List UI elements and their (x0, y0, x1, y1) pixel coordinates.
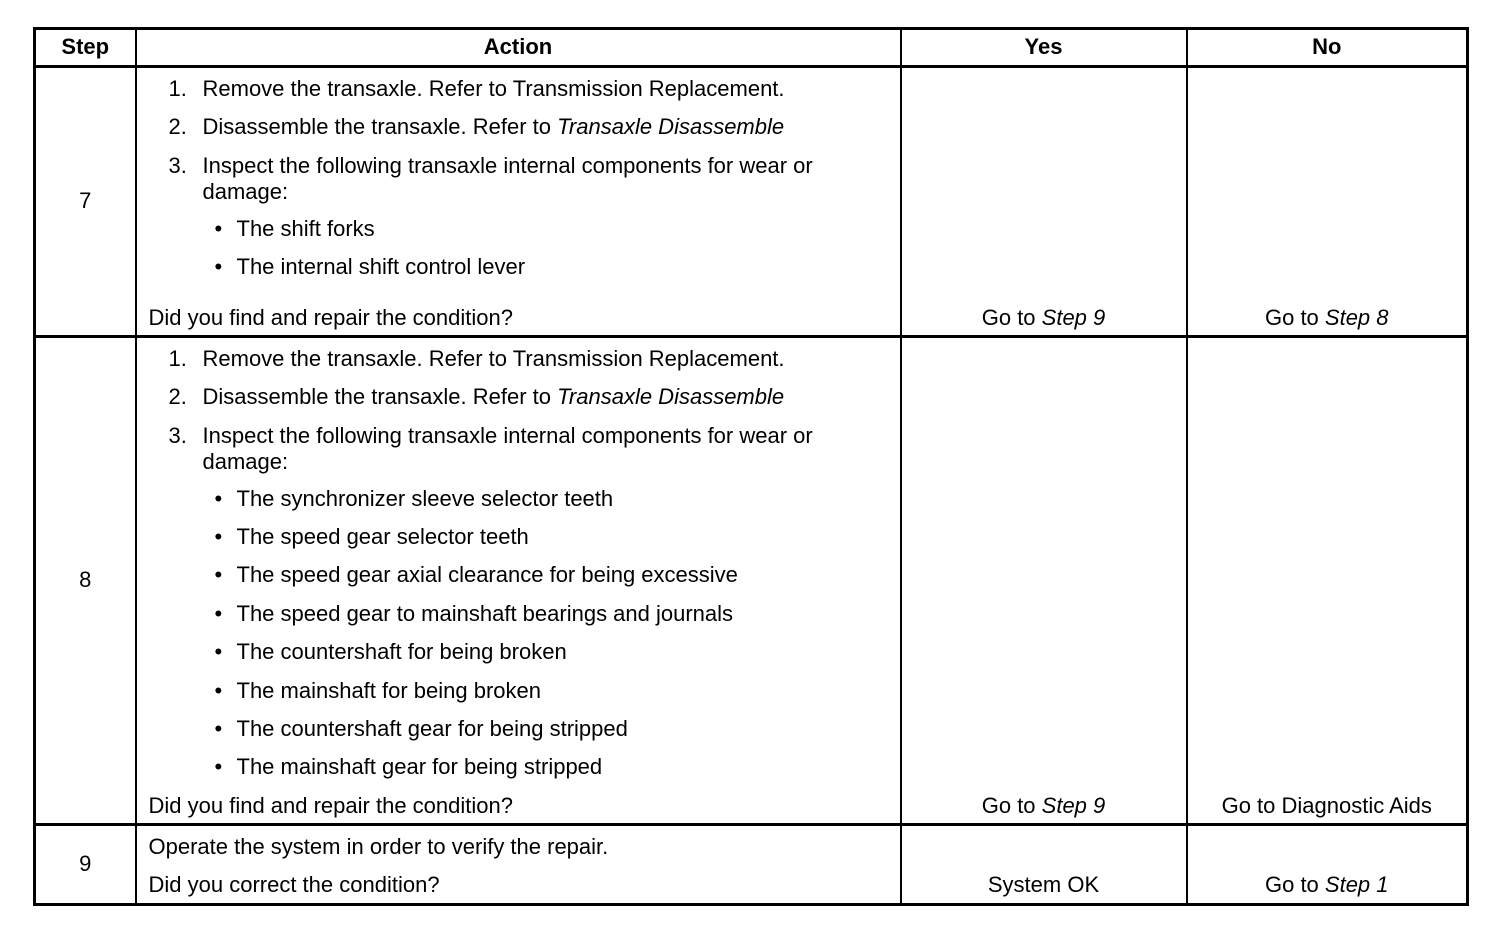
reference-link: Transaxle Disassemble (557, 114, 785, 140)
list-item: • The mainshaft for being broken (237, 678, 888, 704)
action-cell (136, 825, 901, 905)
yes-result: Go to Step 9 (901, 67, 1187, 337)
step-reference: Step 8 (1324, 304, 1389, 330)
list-item: • The shift forks (237, 216, 888, 242)
list-item: • The speed gear axial clearance for being excessive (237, 562, 888, 588)
table-row (35, 825, 1468, 905)
list-item: • The countershaft gear for being stripped (237, 716, 888, 742)
action-step: 3. Inspect the following transaxle internal components for wear or damage: • The shift forks • The internal shift control lever (203, 153, 888, 281)
list-item: • The countershaft for being broken (237, 639, 888, 665)
table-row (35, 337, 1468, 825)
header-no: No (1187, 29, 1468, 67)
step-number: 9 (35, 825, 136, 905)
action-step: 2. Disassemble the transaxle. Refer to Transaxle Disassemble (168, 114, 785, 140)
no-result: Go to Step 8 (1187, 67, 1468, 337)
action-cell (136, 337, 901, 825)
yes-result: Go to Step 9 (901, 337, 1187, 825)
list-item: • The internal shift control lever (237, 254, 888, 280)
question-text: Did you find and repair the condition? (148, 304, 513, 330)
no-result: Go to Step 1 (1187, 825, 1468, 905)
header-row (35, 29, 1468, 67)
action-step: 1. Remove the transaxle. Refer to Transmission Replacement. (168, 76, 785, 101)
reference-link: Transaxle Disassemble (557, 384, 785, 410)
action-cell (136, 67, 901, 337)
no-result: Go to Diagnostic Aids (1187, 337, 1468, 825)
question-text: Did you correct the condition? (148, 872, 440, 898)
action-step: 2. Disassemble the transaxle. Refer to Transaxle Disassemble (168, 384, 785, 410)
list-item: • The speed gear selector teeth (237, 524, 888, 550)
question-text: Did you find and repair the condition? (148, 792, 513, 818)
step-reference: Step 9 (1041, 792, 1106, 818)
yes-result: System OK (901, 825, 1187, 905)
component-list (203, 216, 888, 281)
step-reference: Step 9 (1041, 304, 1106, 330)
header-step: Step (35, 29, 136, 67)
step-number: 7 (35, 67, 136, 337)
diagnostic-table (33, 27, 1469, 906)
action-instruction: Operate the system in order to verify the repair. (148, 834, 609, 860)
component-list (203, 486, 888, 781)
step-reference: Step 1 (1324, 872, 1389, 898)
action-steps (149, 346, 888, 781)
action-step: 1. Remove the transaxle. Refer to Transmission Replacement. (168, 346, 785, 371)
table-row (35, 67, 1468, 337)
action-step: 3. Inspect the following transaxle internal components for wear or damage: • The synchronizer sleeve selector teeth • The speed gear selector teeth • The speed gear axial clearance for being excessive • The speed gear to mainshaft bearings and journals • The countershaft for being broken • The mainshaft for being broken • The countershaft gear for being stripped • The mainshaft gear for being stripped (203, 423, 888, 781)
header-yes: Yes (901, 29, 1187, 67)
list-item: • The mainshaft gear for being stripped (237, 754, 888, 780)
list-item: • The speed gear to mainshaft bearings and journals (237, 601, 888, 627)
header-action: Action (136, 29, 901, 67)
step-number: 8 (35, 337, 136, 825)
action-steps (149, 76, 888, 280)
list-item: • The synchronizer sleeve selector teeth (237, 486, 888, 512)
